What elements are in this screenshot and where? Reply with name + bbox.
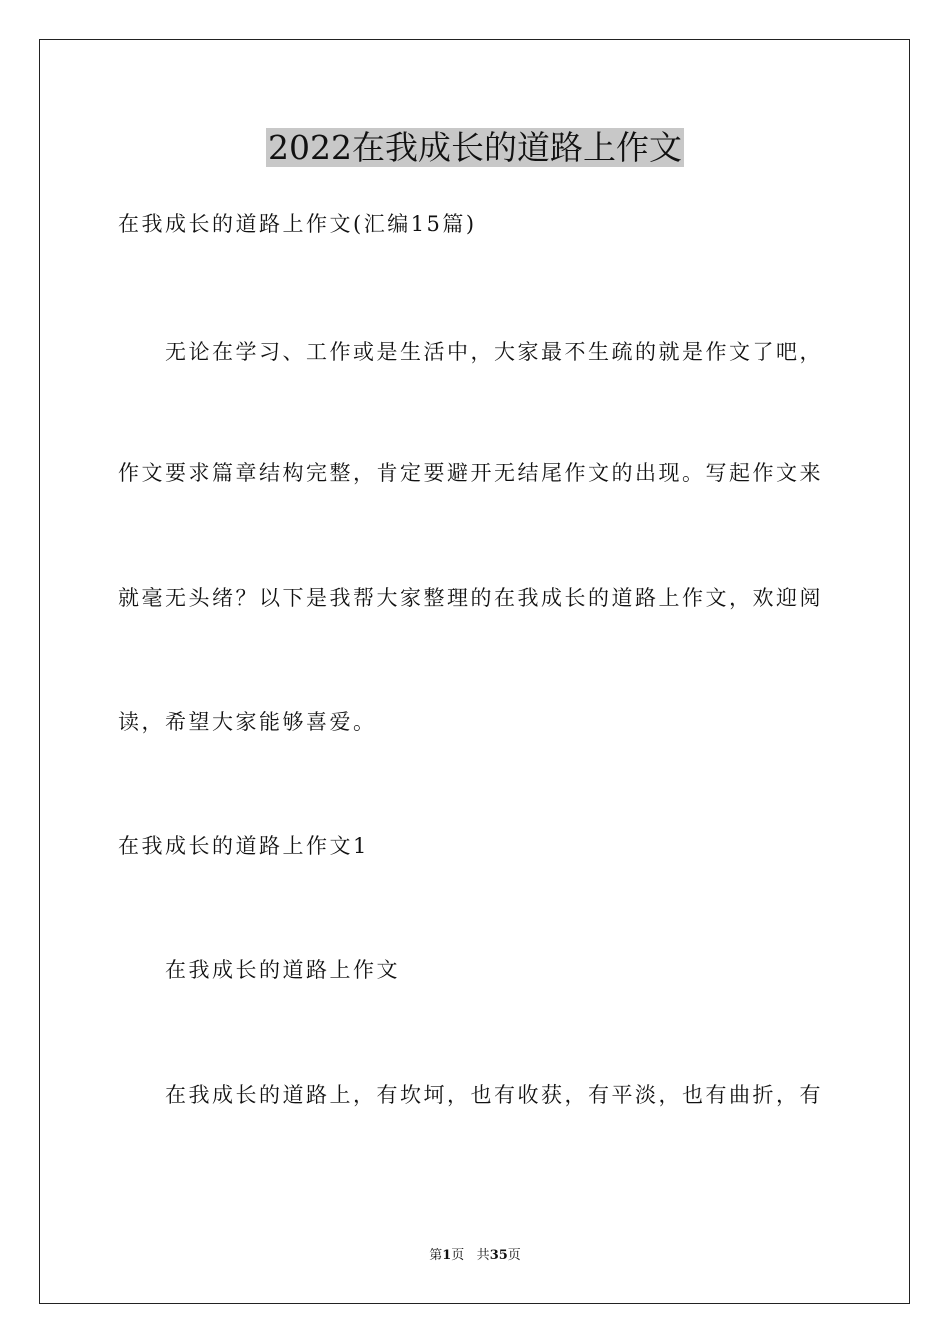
section-heading: 在我成长的道路上作文1: [118, 834, 369, 858]
paragraph-line: 就毫无头绪？以下是我帮大家整理的在我成长的道路上作文，欢迎阅: [118, 586, 823, 610]
paragraph-line: 在我成长的道路上，有坎坷，也有收获，有平淡，也有曲折，有: [165, 1083, 823, 1107]
footer-total-prefix: 共: [476, 1248, 490, 1263]
footer-page-suffix: 页: [451, 1248, 465, 1263]
page-footer: [0, 1246, 950, 1266]
document-title: [0, 124, 950, 172]
paragraph-line: 读，希望大家能够喜爱。: [118, 710, 377, 734]
footer-total-suffix: 页: [507, 1248, 521, 1263]
paragraph-line: 无论在学习、工作或是生活中，大家最不生疏的就是作文了吧，: [165, 340, 823, 364]
document-subtitle: 在我成长的道路上作文(汇编15篇): [118, 212, 477, 236]
footer-page-number: 1: [442, 1248, 452, 1263]
document-title-text: 2022在我成长的道路上作文: [268, 128, 682, 167]
paragraph-line: 作文要求篇章结构完整，肯定要避开无结尾作文的出现。写起作文来: [118, 461, 823, 485]
footer-page-prefix: 第: [429, 1248, 443, 1263]
footer-total-pages: 35: [489, 1248, 508, 1263]
essay-title: 在我成长的道路上作文: [165, 958, 400, 982]
